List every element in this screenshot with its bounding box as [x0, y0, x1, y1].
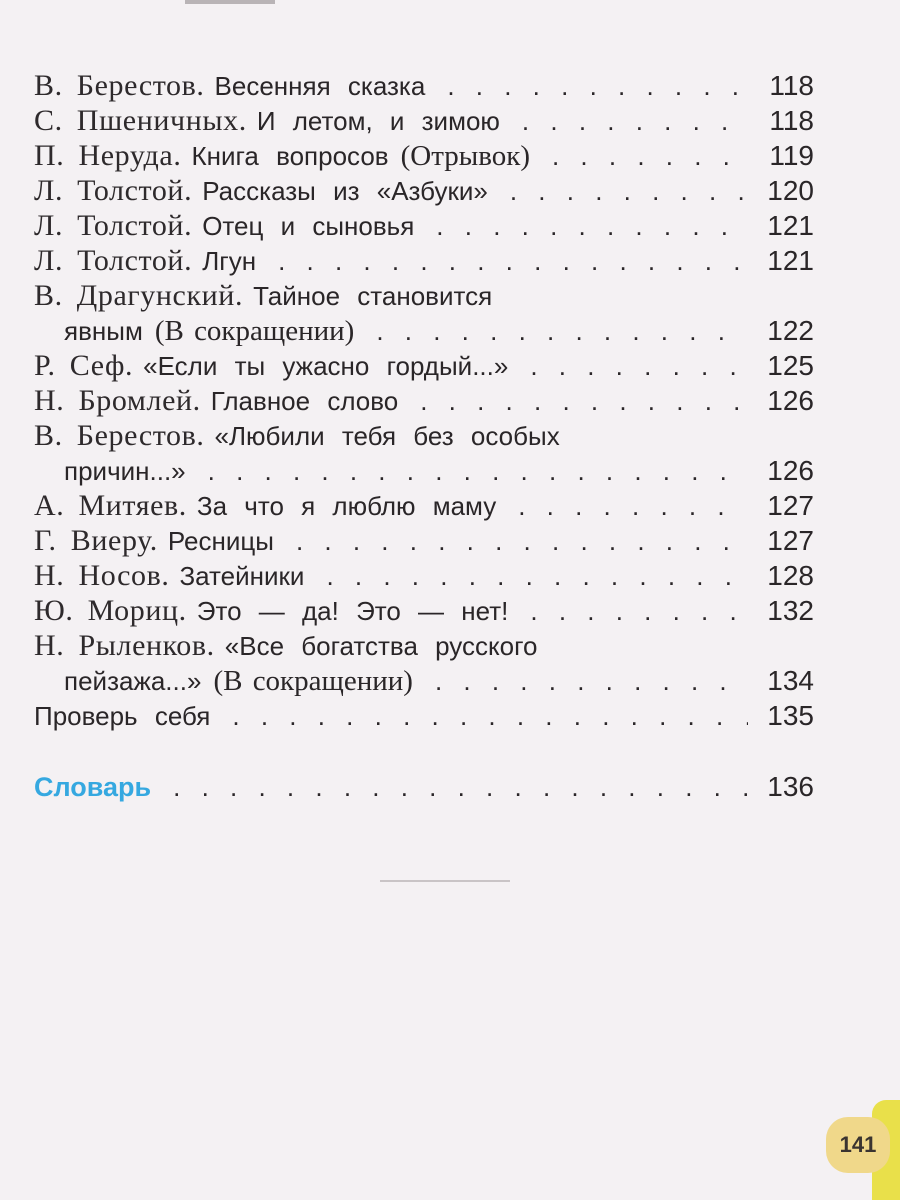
- dot-leader: [447, 69, 748, 104]
- dot-leader: [518, 489, 748, 524]
- toc-entry[interactable]: [34, 383, 814, 418]
- toc-entry[interactable]: [34, 593, 814, 628]
- toc-title-continued: явным: [64, 316, 143, 346]
- toc-note: (В сокращении): [213, 665, 413, 697]
- toc-page-number: 134: [767, 665, 814, 696]
- toc-entry[interactable]: [34, 173, 814, 208]
- toc-page-number: 128: [767, 560, 814, 591]
- dictionary-label: Словарь: [34, 772, 152, 802]
- toc-title: Ресницы: [167, 526, 274, 556]
- toc-entry[interactable]: [34, 103, 814, 138]
- toc-title: Лгун: [202, 246, 257, 276]
- toc-title: Книга вопросов: [191, 141, 389, 171]
- toc-page-number: 120: [767, 175, 814, 206]
- toc-author: Н. Рыленков.: [34, 629, 215, 662]
- toc-title: Отец и сыновья: [202, 211, 415, 241]
- toc-page-number: 135: [767, 700, 814, 731]
- toc-note: (Отрывок): [400, 140, 530, 172]
- toc-note: (В сокращении): [154, 315, 355, 347]
- toc-title: Проверь себя: [34, 701, 211, 731]
- toc-page-number: 127: [767, 525, 814, 556]
- toc-author: В. Берестов.: [34, 69, 205, 102]
- dot-leader: [376, 314, 748, 349]
- toc-author: В. Берестов.: [34, 419, 205, 452]
- toc-page-number: 125: [767, 350, 814, 381]
- toc-title: И летом, и зимою: [256, 106, 500, 136]
- dot-leader: [208, 454, 748, 489]
- dot-leader: [530, 349, 748, 384]
- toc-page-number: 121: [767, 245, 814, 276]
- toc-page-number: 126: [767, 455, 814, 486]
- page-number-badge: 141: [826, 1117, 890, 1173]
- toc-author: А. Митяев.: [34, 489, 187, 522]
- toc-page-number: 126: [767, 385, 814, 416]
- dot-leader: [552, 139, 748, 174]
- toc-title: Тайное становится: [253, 281, 493, 311]
- toc-author: В. Драгунский.: [34, 279, 244, 312]
- toc-entry[interactable]: [34, 278, 814, 348]
- table-of-contents: [34, 68, 814, 804]
- bleed-through-rule: [380, 880, 510, 882]
- toc-entry[interactable]: [34, 208, 814, 243]
- toc-author: Л. Толстой.: [34, 174, 193, 207]
- toc-entry[interactable]: [34, 348, 814, 383]
- toc-entry[interactable]: [34, 418, 814, 488]
- dot-leader: [530, 594, 748, 629]
- toc-title: «Любили тебя без особых: [214, 421, 560, 451]
- toc-entry-check-yourself[interactable]: [34, 698, 814, 733]
- toc-author: Р. Сеф.: [34, 349, 134, 382]
- toc-entry[interactable]: [34, 68, 814, 103]
- toc-entry[interactable]: [34, 523, 814, 558]
- toc-page-number: 118: [769, 70, 814, 101]
- toc-title: Главное слово: [210, 386, 399, 416]
- dot-leader: [173, 770, 748, 805]
- toc-title: «Если ты ужасно гордый...»: [143, 351, 509, 381]
- toc-entry[interactable]: [34, 558, 814, 593]
- toc-entry[interactable]: [34, 243, 814, 278]
- toc-author: Л. Толстой.: [34, 209, 193, 242]
- toc-title: «Все богатства русского: [224, 631, 538, 661]
- toc-page-number: 127: [767, 490, 814, 521]
- toc-title: Рассказы из «Азбуки»: [202, 176, 488, 206]
- toc-page-number: 119: [769, 140, 814, 171]
- toc-author: П. Неруда.: [34, 139, 182, 172]
- toc-author: С. Пшеничных.: [34, 104, 247, 137]
- toc-author: Н. Носов.: [34, 559, 170, 592]
- dot-leader: [296, 524, 748, 559]
- toc-entry[interactable]: [34, 488, 814, 523]
- toc-page-number: 132: [767, 595, 814, 626]
- dot-leader: [510, 174, 748, 209]
- toc-title: За что я люблю маму: [196, 491, 497, 521]
- toc-page-number: 136: [767, 771, 814, 802]
- dot-leader: [435, 664, 748, 699]
- toc-title: Это — да! Это — нет!: [196, 596, 509, 626]
- toc-page-number: 121: [767, 210, 814, 241]
- toc-entry-dictionary[interactable]: [34, 769, 814, 804]
- toc-title-continued: причин...»: [64, 456, 186, 486]
- toc-page-number: 122: [767, 315, 814, 346]
- toc-entry[interactable]: [34, 628, 814, 698]
- dot-leader: [278, 244, 748, 279]
- toc-author: Г. Виеру.: [34, 524, 158, 557]
- toc-title-continued: пейзажа...»: [64, 666, 202, 696]
- section-gap: [34, 733, 814, 769]
- dot-leader: [232, 699, 748, 734]
- dot-leader: [326, 559, 748, 594]
- toc-title: Затейники: [179, 561, 305, 591]
- toc-author: Л. Толстой.: [34, 244, 193, 277]
- toc-author: Н. Бромлей.: [34, 384, 201, 417]
- toc-page-number: 118: [769, 105, 814, 136]
- toc-author: Ю. Мориц.: [34, 594, 187, 627]
- top-edge-mark: [185, 0, 275, 4]
- dot-leader: [522, 104, 748, 139]
- dot-leader: [420, 384, 748, 419]
- dot-leader: [436, 209, 748, 244]
- toc-title: Весенняя сказка: [214, 71, 426, 101]
- toc-entry[interactable]: [34, 138, 814, 173]
